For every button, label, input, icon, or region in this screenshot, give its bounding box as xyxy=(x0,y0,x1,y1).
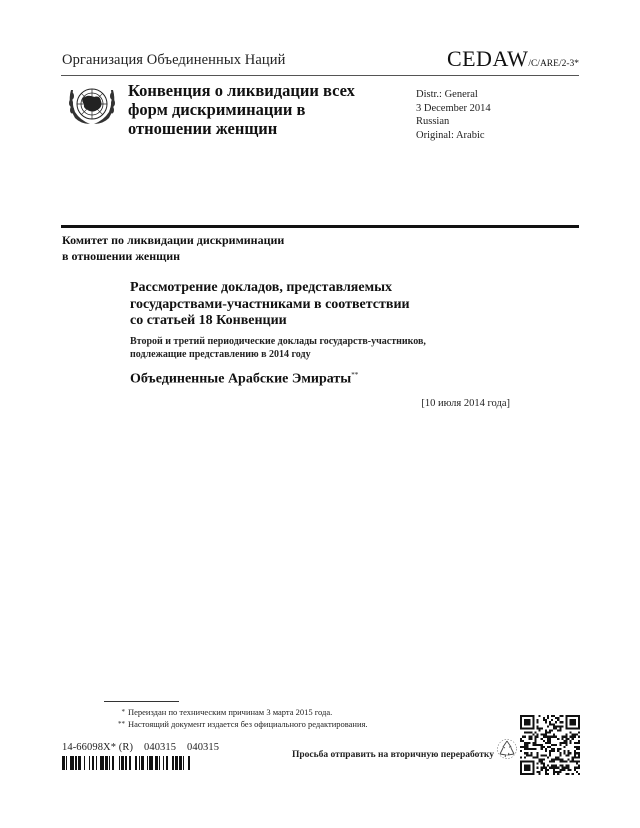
footnote-mark: ** xyxy=(118,720,125,728)
footnote xyxy=(116,718,368,730)
un-emblem-icon xyxy=(63,80,121,130)
convention-title-line: форм дискриминации в xyxy=(128,100,306,119)
distribution-date: 3 December 2014 xyxy=(416,102,491,114)
consideration-line: Рассмотрение докладов, представляемых xyxy=(130,280,393,295)
reports-subtitle xyxy=(130,335,426,361)
committee-line: Комитет по ликвидации дискриминации xyxy=(62,233,285,247)
distribution-original: Original: Arabic xyxy=(416,129,485,141)
report-date: [10 июля 2014 года] xyxy=(421,398,510,409)
document-symbol-suffix: /C/ARE/2-3* xyxy=(528,59,579,69)
consideration-line: со статьей 18 Конвенции xyxy=(130,313,287,328)
footnotes xyxy=(116,706,368,730)
footnote-mark: * xyxy=(121,708,125,716)
header-divider xyxy=(61,75,579,76)
document-symbol xyxy=(447,46,579,72)
country-name: Объединенные Арабские Эмираты xyxy=(130,371,352,387)
distribution-block xyxy=(416,88,491,142)
document-symbol-main: CEDAW xyxy=(446,46,529,71)
reports-line: подлежащие представлению в 2014 году xyxy=(130,349,311,360)
convention-title xyxy=(128,81,398,138)
country-footnote-mark: ** xyxy=(351,371,359,379)
committee-line: в отношении женщин xyxy=(62,249,181,263)
committee-name xyxy=(62,232,284,264)
section-divider xyxy=(61,225,579,228)
consideration-title xyxy=(130,280,410,330)
recycle-icon xyxy=(496,738,518,760)
footnote-text: Переиздан по техническим причинам 3 марта 2015 года. xyxy=(128,707,333,717)
distribution-language: Russian xyxy=(416,116,450,127)
country-heading xyxy=(130,371,358,388)
organization-name: Организация Объединенных Наций xyxy=(62,52,286,68)
convention-title-line: отношении женщин xyxy=(128,119,278,138)
job-number: 14-66098X* (R) 040315 040315 xyxy=(62,742,220,753)
reports-line: Второй и третий периодические доклады государств-участников, xyxy=(130,336,426,347)
convention-title-line: Конвенция о ликвидации всех xyxy=(128,81,355,100)
consideration-line: государствами-участниками в соответствии xyxy=(130,296,410,312)
footnote xyxy=(116,706,368,718)
qr-code-icon xyxy=(520,715,580,775)
distribution-type: Distr.: General xyxy=(416,89,478,100)
recycle-notice: Просьба отправить на вторичную переработку xyxy=(292,750,494,760)
barcode-icon xyxy=(62,756,236,770)
footnote-text: Настоящий документ издается без официального редактирования. xyxy=(128,719,368,729)
footnote-divider xyxy=(104,701,179,702)
